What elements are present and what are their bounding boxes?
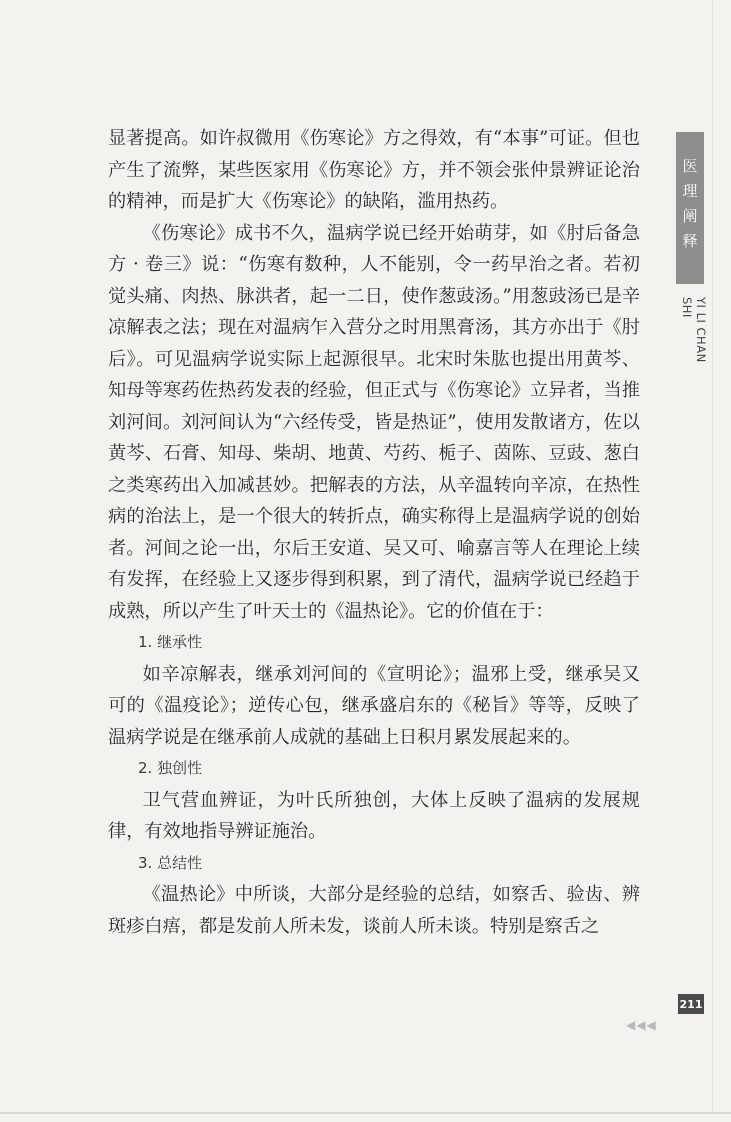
chapter-tab-pinyin: YI LI CHAN SHI <box>680 297 708 363</box>
page-number: 211 <box>678 994 704 1014</box>
paragraph-2: 《伤寒论》成书不久，温病学说已经开始萌芽，如《肘后备急方 · 卷三》说：“伤寒有数种，人不能别，令一药早治之者。若初觉头痛、肉热、脉洪者，起一二日，使作葱豉汤。”用葱豉汤已是辛凉解表之法；现在对温病乍入营分之时用黑膏汤，其方亦出于《肘后》。可见温病学说实际上起源很早。北宋时朱肱也提出用黄芩、知母等寒药佐热药发表的经验，但正式与《伤寒论》立异者，当推刘河间。刘河间认为“六经传受，皆是热证”，使用发散诸方，佐以黄芩、石膏、知母、柴胡、地黄、芍药、栀子、茵陈、豆豉、葱白之类寒药出入加减甚妙。把解表的方法，从辛温转向辛凉，在热性病的治法上，是一个很大的转折点，确实称得上是温病学说的创始者。河间之论一出，尔后王安道、吴又可、喻嘉言等人在理论上续有发挥，在经验上又逐步得到积累，到了清代，温病学说已经趋于成熟，所以产生了叶天士的《温热论》。它的价值在于： <box>108 222 640 622</box>
section-heading-3: 3. 总结性 <box>138 853 203 872</box>
section-heading-1: 1. 继承性 <box>138 633 203 651</box>
paragraph-1: 显著提高。如许叔微用《伤寒论》方之得效，有“本事”可证。但也产生了流弊，某些医家用《伤寒论》方，并不领会张仲景辨证论治的精神，而是扩大《伤寒论》的缺陷，滥用热药。 <box>108 128 640 212</box>
bottom-rule <box>0 1112 731 1114</box>
margin-line <box>712 0 713 1112</box>
chapter-side-tab <box>676 132 708 372</box>
paragraph-5: 《温热论》中所谈，大部分是经验的总结，如察舌、验齿、辨斑疹白痦，都是发前人所未发，谈前人所未谈。特别是察舌之 <box>108 884 640 937</box>
chapter-tab-chinese <box>676 132 704 284</box>
paragraph-3: 如辛凉解表，继承刘河间的《宣明论》；温邪上受，继承吴又可的《温疫论》；逆传心包，继承盛启东的《秘旨》等等，反映了温病学说是在继承前人成就的基础上日积月累发展起来的。 <box>108 663 640 748</box>
chapter-tab-chinese-label: 医理阐释 <box>680 158 699 258</box>
paragraph-4: 卫气营血辨证，为叶氏所独创，大体上反映了温病的发展规律，有效地指导辨证施治。 <box>108 789 640 842</box>
section-heading-2: 2. 独创性 <box>138 759 203 777</box>
body-text <box>108 123 640 942</box>
triple-arrow-icon: ◀◀◀ <box>626 1018 657 1032</box>
